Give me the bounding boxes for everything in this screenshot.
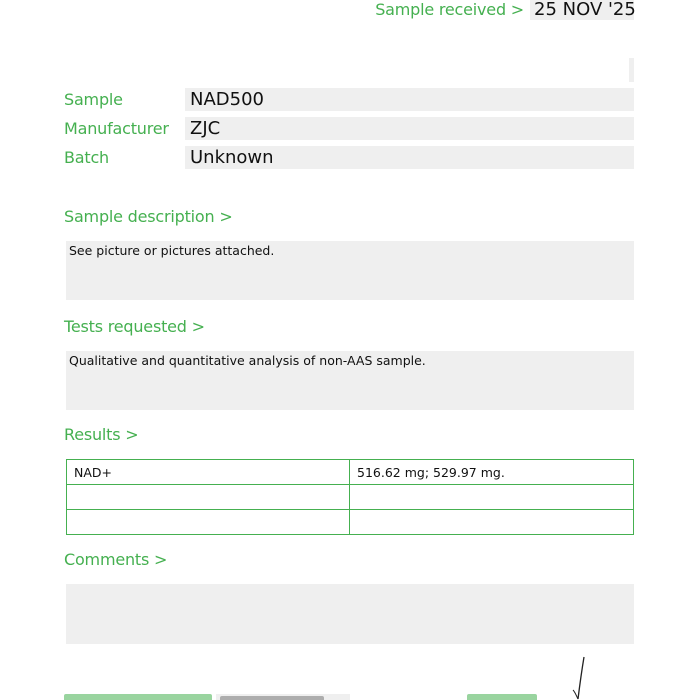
- result-value-cell: 516.62 mg; 529.97 mg.: [350, 460, 634, 485]
- analysis-date-field-clipped: [216, 694, 350, 700]
- sample-description-text: See picture or pictures attached.: [69, 243, 275, 258]
- table-row: [67, 460, 634, 485]
- results-heading: Results >: [64, 425, 139, 444]
- sample-label: Sample: [64, 90, 123, 109]
- table-row: [67, 510, 634, 535]
- result-compound-cell: [67, 510, 350, 535]
- comments-heading: Comments >: [64, 550, 168, 569]
- sample-description-heading: Sample description >: [64, 207, 233, 226]
- manufacturer-field: [185, 117, 634, 140]
- signature-label-clipped: [467, 694, 537, 700]
- comments-box: [66, 584, 634, 644]
- tests-requested-heading: Tests requested >: [64, 317, 205, 336]
- signature-mark: [560, 655, 600, 700]
- manufacturer-label: Manufacturer: [64, 119, 169, 138]
- manufacturer-value: ZJC: [190, 118, 221, 139]
- batch-value: Unknown: [190, 147, 274, 168]
- result-value-cell: [350, 485, 634, 510]
- batch-label: Batch: [64, 148, 109, 167]
- result-value-cell: [350, 510, 634, 535]
- sample-received-label: Sample received >: [375, 0, 524, 19]
- results-table: [66, 459, 634, 535]
- result-compound-cell: NAD+: [67, 460, 350, 485]
- sample-received-date: 25 NOV '25: [530, 0, 634, 20]
- analysis-label-clipped: [64, 694, 212, 700]
- sample-value: NAD500: [190, 89, 264, 110]
- result-compound-cell: [67, 485, 350, 510]
- corner-field-edge: [629, 58, 634, 82]
- tests-requested-text: Qualitative and quantitative analysis of non-AAS sample.: [69, 353, 426, 368]
- table-row: [67, 485, 634, 510]
